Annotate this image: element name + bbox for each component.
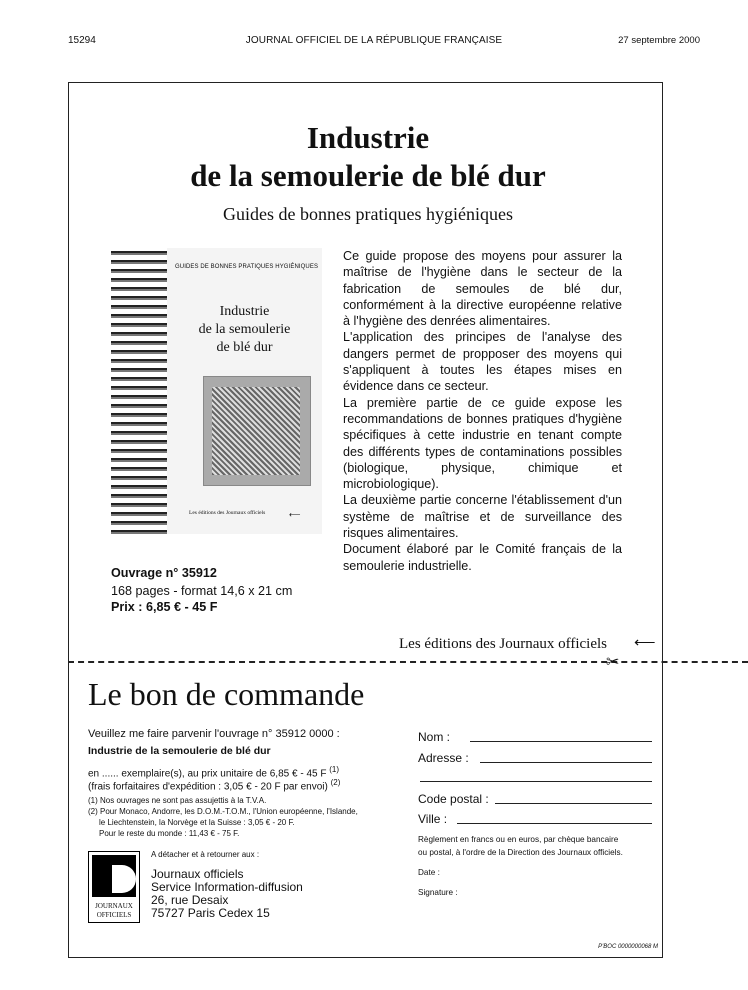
book-description <box>343 248 622 574</box>
advert-title-line1: Industrie <box>306 120 430 155</box>
logo-block <box>92 855 136 897</box>
issue-date: 27 septembre 2000 <box>618 35 700 46</box>
publisher-name: Les éditions des Journaux officiels <box>399 636 608 652</box>
advert-subtitle: Guides de bonnes pratiques hygiéniques <box>223 204 513 224</box>
footnote-2a: (2) Pour Monaco, Andorre, les D.O.M.-T.O.M., l'Union européenne, l'Islande, <box>88 807 358 816</box>
logo-text-1: JOURNAUX <box>95 902 133 910</box>
footnote-1: (1) Nos ouvrages ne sont pas assujettis à la T.V.A. <box>88 796 267 805</box>
cover-series-label: GUIDES DE BONNES PRATIQUES HYGIÉNIQUES <box>175 264 319 270</box>
detach-instruction: A détacher et à retourner aux : <box>151 850 260 859</box>
footnote-2c: Pour le reste du monde : 11,43 € - 75 F. <box>99 829 240 838</box>
nom-field[interactable] <box>470 741 652 742</box>
order-request: Veuillez me faire parvenir l'ouvrage n° 35912 0000 : <box>88 728 340 740</box>
address-line: 26, rue Desaix <box>151 893 229 907</box>
payment-info-1: Règlement en francs ou en euros, par chèque bancaire <box>418 835 619 844</box>
description-paragraph: L'application des principes de l'analyse des dangers permet de propposer des moyens qui s'appliquent à toutes les étapes mises en évidence dans ce secteur. <box>343 330 622 394</box>
arrow-left-icon: ⟵ <box>634 634 656 651</box>
cover-title-line2: de la semoulerie <box>198 322 291 337</box>
pages-format: 168 pages - format 14,6 x 21 cm <box>111 584 293 598</box>
page-number: 15294 <box>68 35 96 46</box>
order-form-title: Le bon de commande <box>88 676 365 712</box>
code-postal-label: Code postal : <box>418 792 489 806</box>
scissors-icon: ✂ <box>606 654 620 671</box>
address-line: 75727 Paris Cedex 15 <box>151 906 270 920</box>
journal-title: JOURNAL OFFICIEL DE LA RÉPUBLIQUE FRANÇAISE <box>245 35 503 46</box>
cover-pattern <box>111 248 167 534</box>
address-line: Service Information-diffusion <box>151 880 303 894</box>
cover-title-line3: de blé dur <box>216 340 273 355</box>
shipping-text: (frais forfaitaires d'expédition : 3,05 € - 20 F par envoi) <box>88 781 328 793</box>
signature-label: Signature : <box>418 888 458 897</box>
description-paragraph: La première partie de ce guide expose les recommandations de bonnes pratiques d'hygiène spécifiques à cette industrie en tenant compte des différents types de contaminations possibles (biologique, physique, chimique et microbiologique). <box>343 395 622 492</box>
ville-label: Ville : <box>418 812 448 826</box>
advert-title-line2: de la semoulerie de blé dur <box>190 158 546 193</box>
adresse-field-2[interactable] <box>420 781 652 782</box>
address-line: Journaux officiels <box>151 867 244 881</box>
reference-code: P'BOC 0000000068 M <box>598 944 658 950</box>
cover-publisher: Les éditions des Journaux officiels <box>189 510 266 516</box>
journaux-officiels-logo <box>88 851 140 923</box>
cover-title-line1: Industrie <box>219 304 270 319</box>
payment-info-2: ou postal, à l'ordre de la Direction des Journaux officiels. <box>418 848 623 857</box>
cover-photo <box>203 376 311 486</box>
description-paragraph: Document élaboré par le Comité français de la semoulerie industrielle. <box>343 542 622 573</box>
logo-text-2: OFFICIELS <box>96 911 132 919</box>
cover-arrow-icon: ⟵ <box>289 510 301 519</box>
footnote-ref-1: (1) <box>329 765 340 774</box>
price: Prix : 6,85 € - 45 F <box>111 600 218 614</box>
footnote-2b: le Liechtenstein, la Norvège et la Suisse : 3,05 € - 20 F. <box>99 818 295 827</box>
logo-d-shape <box>112 865 136 893</box>
ville-field[interactable] <box>457 823 652 824</box>
description-paragraph: La deuxième partie concerne l'établissement d'un système de maîtrise et de surveillance des risques alimentaires. <box>343 493 622 541</box>
description-paragraph: Ce guide propose des moyens pour assurer la maîtrise de l'hygiène dans le secteur de la fabrication de semoules de blé dur, conformément à la directive européenne relative à l'hygiène des denrées alimentaires. <box>343 249 622 329</box>
book-cover <box>111 248 322 534</box>
ouvrage-number: Ouvrage n° 35912 <box>111 566 217 580</box>
cut-line <box>68 661 748 663</box>
adresse-field[interactable] <box>480 762 652 763</box>
footnote-ref-2: (2) <box>330 778 341 787</box>
nom-label: Nom : <box>418 730 451 744</box>
adresse-label: Adresse : <box>418 751 469 765</box>
date-label: Date : <box>418 868 440 877</box>
code-postal-field[interactable] <box>495 803 652 804</box>
quantity-text: en ...... exemplaire(s), au prix unitaire de 6,85 € - 45 F <box>88 768 327 780</box>
order-shipping <box>88 778 340 792</box>
order-book-title: Industrie de la semoulerie de blé dur <box>88 745 271 757</box>
